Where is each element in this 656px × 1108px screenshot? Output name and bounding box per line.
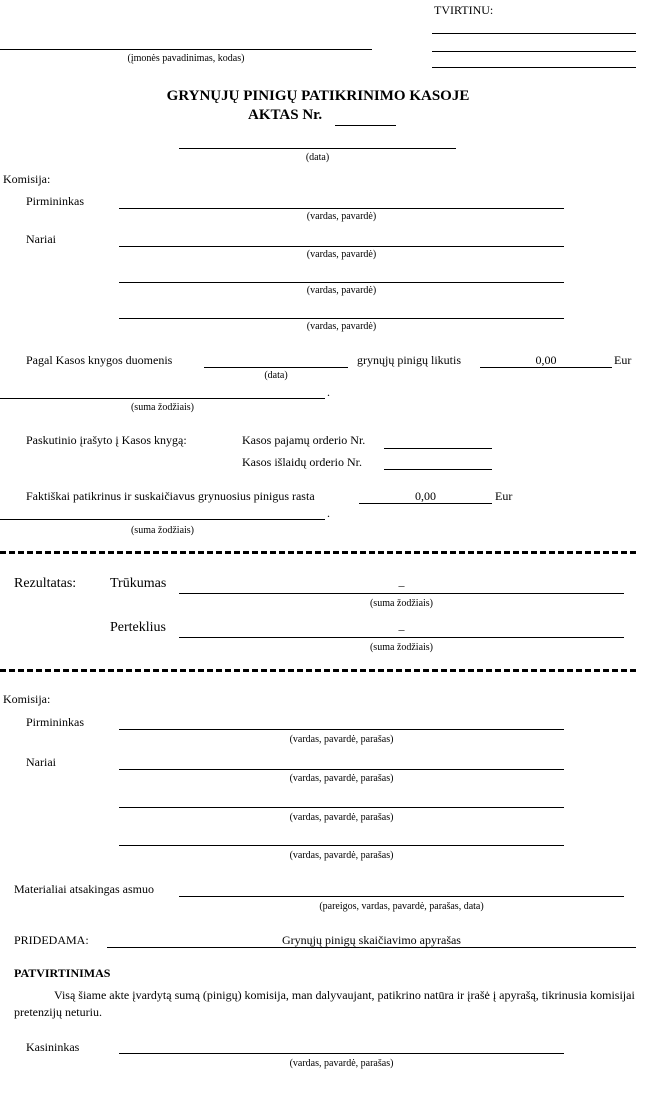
date-caption: (data) [305,152,330,163]
expense-order-line[interactable] [384,469,492,470]
chair2-label: Pirmininkas [26,715,85,729]
member2-line-1[interactable] [119,769,564,770]
chair-caption: (vardas, pavardė) [306,211,377,222]
confirmation-text: Visą šiame akte įvardytą sumą (pinigų) komisija, man dalyvaujant, patikrino natūra ir įrašė į apyrašą, tikrinusia komisijai pretenzijų neturiu. [14,988,635,1019]
surplus-caption: (suma žodžiais) [369,642,434,653]
expense-order-label: Kasos išlaidų orderio Nr. [242,455,362,469]
member-line-2[interactable] [119,282,564,283]
last-entry-label: Paskutinio įrašyto į Kasos knygą: [26,433,187,447]
responsible-caption: (pareigos, vardas, pavardė, parašas, data) [319,901,484,912]
approve-line-3[interactable] [432,67,636,68]
attached-line[interactable] [107,947,636,948]
member-line-1[interactable] [119,246,564,247]
member2-line-3[interactable] [119,845,564,846]
actual-label: Faktiškai patikrinus ir suskaičiavus grynuosius pinigus rasta [26,489,315,503]
approve-line-2[interactable] [432,51,636,52]
actual-currency: Eur [495,489,513,503]
surplus-value: – [398,622,405,636]
member-caption-2: (vardas, pavardė) [306,285,377,296]
actual-amount: 0,00 [415,489,436,503]
member2-caption-1: (vardas, pavardė, parašas) [289,773,394,784]
balance-words-caption: (suma žodžiais) [130,402,195,413]
balance-label: grynųjų pinigų likutis [357,353,462,367]
chair2-caption: (vardas, pavardė, parašas) [289,734,394,745]
balance-dot: . [327,385,330,399]
income-order-label: Kasos pajamų orderio Nr. [242,433,366,447]
balance-line[interactable] [480,367,612,368]
separator-bottom [0,669,636,672]
book-label: Pagal Kasos knygos duomenis [26,353,173,367]
actual-line[interactable] [359,503,492,504]
members-label: Nariai [26,232,56,246]
balance-words-line[interactable] [0,398,325,399]
approve-label: TVIRTINU: [434,3,494,17]
chair-line[interactable] [119,208,564,209]
member2-line-2[interactable] [119,807,564,808]
result-label: Rezultatas: [14,576,77,591]
member2-caption-3: (vardas, pavardė, parašas) [289,850,394,861]
member-caption-1: (vardas, pavardė) [306,249,377,260]
surplus-line[interactable] [179,637,624,638]
act-number-line[interactable] [335,125,396,126]
surplus-label: Perteklius [110,620,166,635]
commission-label: Komisija: [3,172,51,186]
income-order-line[interactable] [384,448,492,449]
cashier-label: Kasininkas [26,1040,80,1054]
shortage-label: Trūkumas [110,576,167,591]
actual-dot: . [327,506,330,520]
company-line[interactable] [0,49,372,50]
actual-words-line[interactable] [0,519,325,520]
cashier-line[interactable] [119,1053,564,1054]
chair2-line[interactable] [119,729,564,730]
balance-amount: 0,00 [535,353,557,367]
member-caption-3: (vardas, pavardė) [306,321,377,332]
company-caption: (įmonės pavadinimas, kodas) [127,53,245,64]
doc-title: GRYNŲJŲ PINIGŲ PATIKRINIMO KASOJE [166,88,470,104]
date-line[interactable] [179,148,456,149]
member-line-3[interactable] [119,318,564,319]
actual-words-caption: (suma žodžiais) [130,525,195,536]
commission2-label: Komisija: [3,692,51,706]
book-date-caption: (data) [264,370,288,381]
confirmation-heading: PATVIRTINIMAS [14,966,111,980]
attached-label: PRIDEDAMA: [14,933,89,947]
member2-caption-2: (vardas, pavardė, parašas) [289,812,394,823]
book-date-line[interactable] [204,367,348,368]
responsible-line[interactable] [179,896,624,897]
shortage-caption: (suma žodžiais) [369,598,434,609]
members2-label: Nariai [26,755,56,769]
chair-label: Pirmininkas [26,194,85,208]
shortage-value: – [398,578,405,592]
responsible-label: Materialiai atsakingas asmuo [14,882,154,896]
balance-currency: Eur [614,353,632,367]
cashier-caption: (vardas, pavardė, parašas) [289,1058,394,1069]
separator-top [0,551,636,554]
attached-value: Grynųjų pinigų skaičiavimo apyrašas [282,933,461,947]
doc-subtitle: AKTAS Nr. [248,107,323,123]
approve-line-1[interactable] [432,33,636,34]
shortage-line[interactable] [179,593,624,594]
